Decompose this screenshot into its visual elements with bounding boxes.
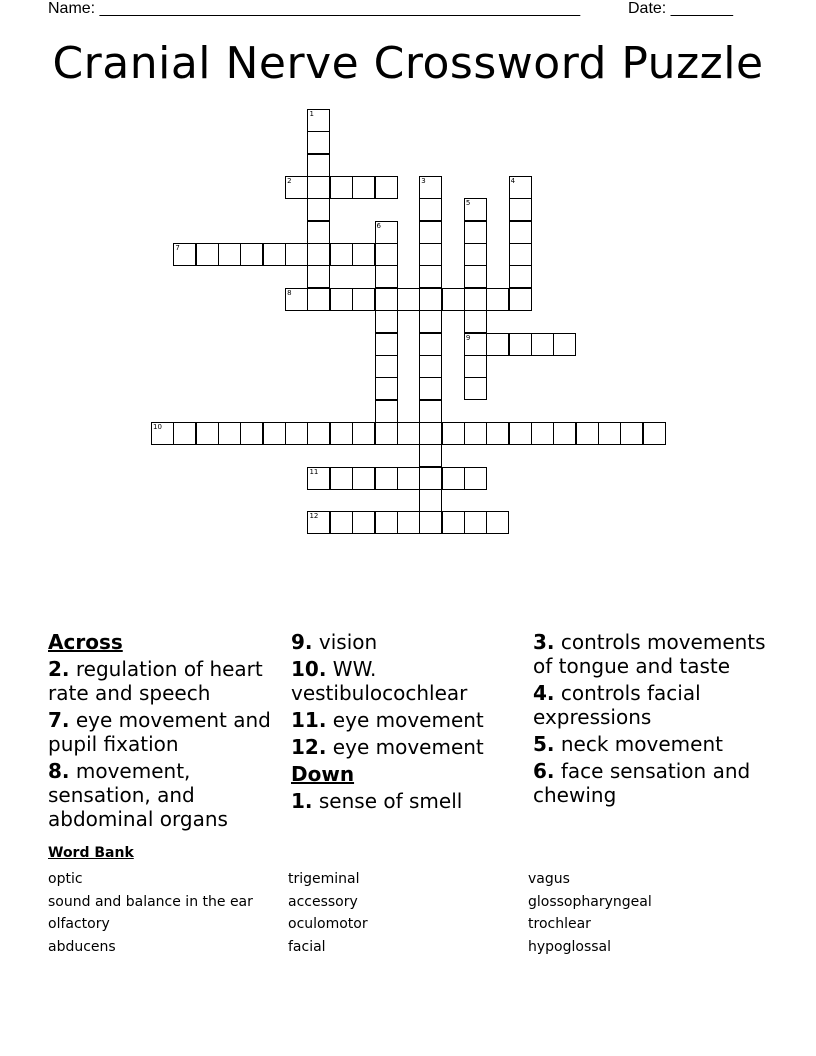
crossword-cell[interactable]	[330, 176, 353, 199]
crossword-cell[interactable]	[196, 422, 219, 445]
crossword-cell[interactable]	[375, 377, 398, 400]
crossword-cell[interactable]	[307, 221, 330, 244]
crossword-cell[interactable]	[419, 265, 442, 288]
crossword-cell[interactable]	[486, 288, 509, 311]
crossword-cell[interactable]	[375, 355, 398, 378]
word-bank-item: sound and balance in the ear	[48, 893, 253, 910]
crossword-cell[interactable]	[419, 444, 442, 467]
clue-number: 3	[421, 177, 426, 186]
crossword-cell[interactable]	[240, 243, 263, 266]
crossword-cell[interactable]	[553, 333, 576, 356]
crossword-cell[interactable]	[352, 467, 375, 490]
crossword-cell[interactable]	[307, 288, 330, 311]
crossword-cell[interactable]	[397, 288, 420, 311]
clue-number: 4	[510, 177, 516, 186]
crossword-cell[interactable]	[352, 511, 375, 534]
crossword-cell[interactable]	[397, 422, 420, 445]
crossword-cell[interactable]	[307, 422, 330, 445]
clue-across-7: 7. eye movement and pupil fixation	[48, 708, 271, 756]
clue-across-11: 11. eye movement	[291, 708, 484, 732]
crossword-cell[interactable]	[397, 467, 420, 490]
crossword-cell[interactable]	[509, 333, 532, 356]
clue-number: 8	[287, 288, 292, 297]
crossword-cell[interactable]	[464, 333, 487, 356]
crossword-cell[interactable]	[375, 333, 398, 356]
clue-down-6: 6. face sensation and chewing	[533, 759, 751, 807]
crossword-cell[interactable]	[218, 243, 241, 266]
word-bank-column-1	[48, 868, 253, 959]
date-field-label[interactable]: Date: _______	[628, 0, 733, 17]
word-bank-item: abducens	[48, 939, 116, 956]
clue-down-3: 3. controls movements of tongue and taste	[533, 630, 766, 678]
crossword-cell[interactable]	[442, 467, 465, 490]
crossword-cell[interactable]	[285, 176, 308, 199]
crossword-cell[interactable]	[509, 422, 532, 445]
crossword-cell[interactable]	[419, 467, 442, 490]
word-bank-item: trigeminal	[288, 871, 360, 887]
crossword-cell[interactable]	[464, 422, 487, 445]
crossword-cell[interactable]	[330, 467, 353, 490]
word-bank-item: optic	[48, 871, 83, 887]
word-bank-item: trochlear	[528, 916, 591, 933]
clue-number: 12	[309, 512, 319, 521]
page-title: Cranial Nerve Crossword Puzzle	[52, 38, 764, 89]
crossword-cell[interactable]	[330, 243, 353, 266]
clue-across-8: 8. movement, sensation, and abdominal organs	[48, 759, 228, 831]
clue-number: 9	[465, 333, 471, 342]
crossword-cell[interactable]	[509, 198, 532, 221]
crossword-cell[interactable]	[173, 422, 196, 445]
crossword-cell[interactable]	[464, 265, 487, 288]
crossword-cell[interactable]	[486, 511, 509, 534]
word-bank-item: olfactory	[48, 916, 110, 933]
crossword-cell[interactable]	[643, 422, 666, 445]
crossword-cell[interactable]	[375, 176, 398, 199]
word-bank-item: vagus	[528, 871, 570, 887]
crossword-cell[interactable]	[419, 176, 442, 199]
word-bank-column-2	[288, 868, 368, 959]
crossword-cell[interactable]	[464, 310, 487, 333]
word-bank-column-3	[528, 868, 652, 959]
clues-column-3	[533, 630, 773, 810]
clue-number: 2	[287, 177, 292, 186]
crossword-cell[interactable]	[352, 243, 375, 266]
crossword-cell[interactable]	[464, 288, 487, 311]
crossword-cell[interactable]	[285, 243, 308, 266]
down-heading: Down	[291, 762, 355, 786]
word-bank-heading: Word Bank	[48, 845, 134, 861]
clue-down-5: 5. neck movement	[533, 732, 723, 756]
word-bank-item: oculomotor	[288, 916, 368, 933]
clue-number: 7	[175, 244, 180, 253]
crossword-cell[interactable]	[375, 400, 398, 423]
crossword-cell[interactable]	[419, 355, 442, 378]
crossword-cell[interactable]	[620, 422, 643, 445]
crossword-cell[interactable]	[531, 422, 554, 445]
crossword-cell[interactable]	[307, 109, 330, 132]
crossword-cell[interactable]	[464, 243, 487, 266]
crossword-cell[interactable]	[375, 511, 398, 534]
crossword-cell[interactable]	[509, 221, 532, 244]
crossword-cell[interactable]	[419, 221, 442, 244]
word-bank-item: hypoglossal	[528, 939, 612, 956]
crossword-cell[interactable]	[151, 422, 174, 445]
crossword-cell[interactable]	[375, 243, 398, 266]
crossword-cell[interactable]	[397, 511, 420, 534]
clue-down-1: 1. sense of smell	[291, 789, 463, 813]
clue-number: 10	[153, 422, 162, 431]
crossword-cell[interactable]	[419, 310, 442, 333]
clue-across-10: 10. WW. vestibulocochlear	[291, 657, 468, 705]
clue-across-9: 9. vision	[291, 630, 378, 654]
crossword-cell[interactable]	[598, 422, 621, 445]
crossword-cell[interactable]	[442, 422, 465, 445]
crossword-cell[interactable]	[263, 243, 286, 266]
crossword-cell[interactable]	[419, 288, 442, 311]
crossword-cell[interactable]	[285, 288, 308, 311]
crossword-cell[interactable]	[509, 243, 532, 266]
crossword-cell[interactable]	[352, 176, 375, 199]
crossword-cell[interactable]	[486, 333, 509, 356]
crossword-cell[interactable]	[307, 198, 330, 221]
crossword-cell[interactable]	[509, 288, 532, 311]
crossword-cell[interactable]	[486, 422, 509, 445]
crossword-cell[interactable]	[419, 333, 442, 356]
across-heading: Across	[48, 630, 123, 654]
clue-number: 6	[376, 221, 381, 230]
crossword-cell[interactable]	[263, 422, 286, 445]
crossword-cell[interactable]	[285, 422, 308, 445]
crossword-cell[interactable]	[307, 265, 330, 288]
crossword-cell[interactable]	[375, 221, 398, 244]
crossword-cell[interactable]	[375, 310, 398, 333]
crossword-cell[interactable]	[419, 422, 442, 445]
crossword-cell[interactable]	[419, 243, 442, 266]
crossword-cell[interactable]	[375, 467, 398, 490]
crossword-cell[interactable]	[419, 489, 442, 512]
crossword-cell[interactable]	[307, 467, 330, 490]
word-bank-item: facial	[288, 939, 326, 956]
crossword-cell[interactable]	[218, 422, 241, 445]
crossword-cell[interactable]	[509, 265, 532, 288]
crossword-cell[interactable]	[330, 511, 353, 534]
clue-number: 1	[309, 110, 314, 118]
crossword-cell[interactable]	[464, 467, 487, 490]
crossword-cell[interactable]	[442, 288, 465, 311]
crossword-cell[interactable]	[464, 511, 487, 534]
crossword-cell[interactable]	[464, 355, 487, 378]
crossword-cell[interactable]	[330, 288, 353, 311]
clue-number: 5	[465, 199, 471, 208]
crossword-cell[interactable]	[419, 198, 442, 221]
clue-number: 11	[309, 467, 319, 476]
clue-down-4: 4. controls facial expressions	[533, 681, 701, 729]
crossword-cell[interactable]	[307, 131, 330, 154]
crossword-cell[interactable]	[307, 176, 330, 199]
crossword-cell[interactable]	[307, 243, 330, 266]
crossword-cell[interactable]	[240, 422, 263, 445]
crossword-cell[interactable]	[419, 377, 442, 400]
crossword-cell[interactable]	[464, 377, 487, 400]
clues-column-2	[291, 630, 526, 816]
word-bank-item: accessory	[288, 893, 358, 910]
word-bank-item: glossopharyngeal	[528, 893, 652, 910]
crossword-cell[interactable]	[531, 333, 554, 356]
crossword-cell[interactable]	[375, 265, 398, 288]
crossword-cell[interactable]	[553, 422, 576, 445]
crossword-cell[interactable]	[442, 511, 465, 534]
clue-across-12: 12. eye movement	[291, 735, 484, 759]
crossword-cell[interactable]	[419, 400, 442, 423]
crossword-cell[interactable]	[375, 288, 398, 311]
crossword-cell[interactable]	[173, 243, 196, 266]
clues-column-1	[48, 630, 283, 834]
crossword-cell[interactable]	[464, 221, 487, 244]
crossword-cell[interactable]	[352, 288, 375, 311]
crossword-cell[interactable]	[375, 422, 398, 445]
crossword-cell[interactable]	[196, 243, 219, 266]
name-field-label[interactable]: Name: ______________________________________________________	[48, 0, 581, 17]
crossword-cell[interactable]	[509, 176, 532, 199]
clue-across-2: 2. regulation of heart rate and speech	[48, 657, 263, 705]
crossword-cell[interactable]	[307, 511, 330, 534]
crossword-cell[interactable]	[307, 154, 330, 177]
crossword-cell[interactable]	[464, 198, 487, 221]
crossword-cell[interactable]	[576, 422, 599, 445]
crossword-cell[interactable]	[330, 422, 353, 445]
crossword-cell[interactable]	[352, 422, 375, 445]
crossword-cell[interactable]	[419, 511, 442, 534]
